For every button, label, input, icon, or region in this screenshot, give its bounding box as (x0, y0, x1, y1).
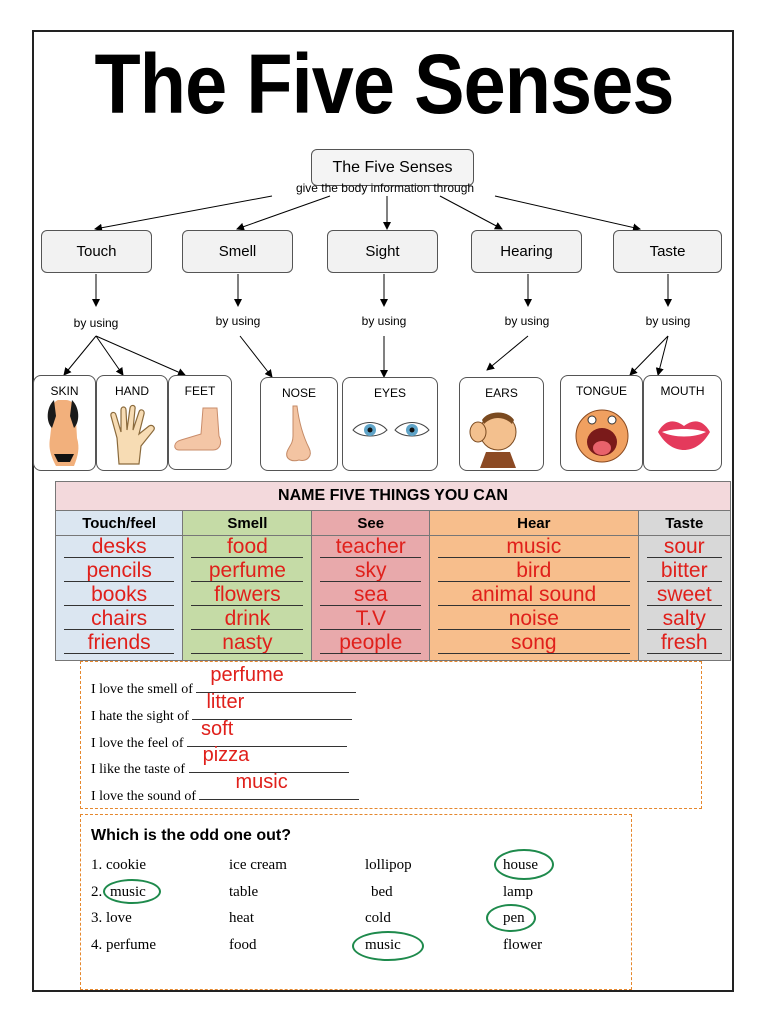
word-circled: pen (503, 910, 525, 926)
organ-eyes (342, 377, 438, 471)
answer-item: bird (430, 560, 637, 584)
organ-mouth (643, 375, 722, 471)
tongue-face-icon (574, 406, 630, 466)
sentence-answer: pizza (202, 744, 250, 766)
word: lamp (503, 884, 533, 900)
word: lollipop (365, 857, 412, 873)
sentence-prompt: I love the smell of (91, 682, 193, 697)
column-touch (56, 536, 183, 661)
word: table (229, 884, 259, 900)
col-header-touch: Touch/feel (56, 511, 183, 536)
answer-blank (199, 771, 359, 800)
diagram-subtitle: give the body information through (295, 181, 475, 195)
sentence-completion-box (80, 661, 702, 809)
column-taste (638, 536, 730, 661)
table-title: NAME FIVE THINGS YOU CAN (56, 482, 731, 511)
answer-item: chairs (56, 608, 182, 632)
answer-item: nasty (183, 632, 311, 656)
answer-item: T.V (312, 608, 429, 632)
organ-nose (260, 377, 338, 471)
col-header-taste: Taste (638, 511, 730, 536)
organ-feet (168, 375, 232, 470)
sense-node-sight: Sight (327, 230, 438, 273)
answer-item: drink (183, 608, 311, 632)
word: heat (229, 910, 254, 926)
answer-item: people (312, 632, 429, 656)
word: flower (503, 937, 543, 953)
sentence-prompt: I like the taste of (91, 762, 186, 777)
answer-item: flowers (183, 584, 311, 608)
eyes-icon (351, 418, 431, 442)
answer-circle (486, 904, 536, 932)
organ-label: TONGUE (575, 384, 628, 398)
word: 2. (91, 884, 103, 900)
answer-item: books (56, 584, 182, 608)
word: cold (365, 910, 391, 926)
sentence-prompt: I hate the sight of (91, 709, 189, 724)
column-see (312, 536, 430, 661)
word-circled: music (110, 884, 146, 900)
hand-icon (105, 404, 161, 466)
organ-label: EYES (373, 386, 406, 400)
answer-circle (103, 879, 161, 904)
answer-item: song (430, 632, 637, 656)
answer-item: desks (56, 536, 182, 560)
answer-item: sky (312, 560, 429, 584)
answer-item: friends (56, 632, 182, 656)
organ-hand (96, 375, 168, 471)
answer-item: animal sound (430, 584, 637, 608)
skin-body-icon (44, 398, 84, 468)
word-circled: house (503, 857, 538, 873)
answer-circle (352, 931, 424, 961)
col-header-smell: Smell (183, 511, 312, 536)
word: 1. cookie (91, 857, 146, 873)
answer-item: perfume (183, 560, 311, 584)
nose-icon (279, 404, 319, 464)
word: bed (371, 884, 393, 900)
sentence-answer: perfume (210, 664, 284, 686)
sentence-answer: litter (206, 691, 245, 713)
by-using-label: by using (215, 314, 261, 328)
column-smell (183, 536, 312, 661)
page-title: The Five Senses (94, 37, 674, 131)
sentence-row (91, 744, 349, 778)
sense-node-taste: Taste (613, 230, 722, 273)
word: food (229, 937, 257, 953)
column-hear (430, 536, 638, 661)
by-using-label: by using (645, 314, 691, 328)
answer-item: sea (312, 584, 429, 608)
organ-tongue (560, 375, 643, 471)
organ-ears (459, 377, 544, 471)
sense-node-smell: Smell (182, 230, 293, 273)
organ-label: NOSE (281, 386, 316, 400)
word-circled: music (365, 937, 401, 953)
answer-item: food (183, 536, 311, 560)
sentence-answer: soft (201, 718, 234, 740)
odd-one-out-question: Which is the odd one out? (91, 827, 291, 844)
col-header-hear: Hear (430, 511, 638, 536)
answer-item: bitter (639, 560, 730, 584)
senses-table (55, 481, 731, 661)
answer-item: music (430, 536, 637, 560)
answer-item: pencils (56, 560, 182, 584)
by-using-label: by using (361, 314, 407, 328)
sense-node-hearing: Hearing (471, 230, 582, 273)
lips-icon (656, 416, 712, 452)
answer-item: sour (639, 536, 730, 560)
answer-circle (494, 849, 554, 880)
answer-item: teacher (312, 536, 429, 560)
word: 4. perfume (91, 937, 156, 953)
answer-item: sweet (639, 584, 730, 608)
root-node: The Five Senses (311, 149, 474, 186)
sentence-prompt: I love the feel of (91, 736, 184, 751)
answer-item: salty (639, 608, 730, 632)
foot-icon (173, 406, 229, 456)
organ-label: MOUTH (660, 384, 705, 398)
ear-listening-icon (464, 406, 528, 468)
word: ice cream (229, 857, 287, 873)
sense-node-touch: Touch (41, 230, 152, 273)
sentence-answer: music (235, 771, 288, 793)
answer-item: fresh (639, 632, 730, 656)
odd-one-out-box (80, 814, 632, 990)
sentence-prompt: I love the sound of (91, 789, 196, 804)
organ-label: FEET (184, 384, 216, 398)
organ-label: SKIN (50, 384, 79, 398)
organ-label: HAND (114, 384, 149, 398)
col-header-see: See (312, 511, 430, 536)
by-using-label: by using (73, 316, 119, 330)
by-using-label: by using (504, 314, 550, 328)
organ-skin (33, 375, 96, 471)
sentence-row (91, 771, 359, 805)
word: 3. love (91, 910, 132, 926)
answer-item: noise (430, 608, 637, 632)
organ-label: EARS (485, 386, 518, 400)
